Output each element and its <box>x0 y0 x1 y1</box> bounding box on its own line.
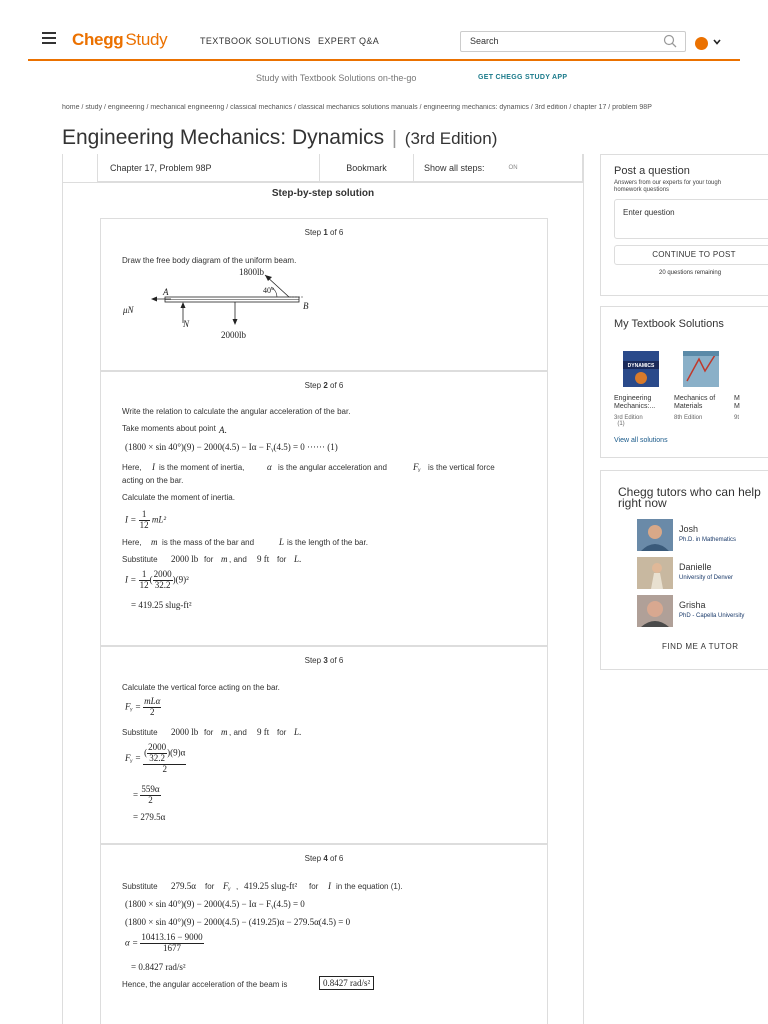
book-title: Engineering Mechanics:... <box>614 395 656 411</box>
point-a-label: A <box>163 287 169 297</box>
equation-mid: = $\frac{559\alpha}{2}$ <box>133 784 160 805</box>
step-text: Substitute <box>122 728 158 737</box>
equation: A. <box>219 425 227 435</box>
step-text: Write the relation to calculate the angular acceleration of the bar. <box>122 407 351 416</box>
step-text: is the mass of the bar and <box>162 538 255 547</box>
chegg-study-logo[interactable]: Chegg Study <box>72 30 168 49</box>
step-text: for <box>277 728 287 737</box>
step-card-4 <box>100 844 548 1024</box>
step-header: Step 2 of 6 <box>304 381 344 390</box>
post-question-sub: Answers from our experts for your tough <box>614 180 722 186</box>
step-text: for <box>309 882 319 891</box>
questions-remaining: 20 questions remaining <box>659 270 722 276</box>
avatar <box>637 595 673 627</box>
equation-substitute: I = $\frac{1}{12}$ ( $\frac{2000}{32.2}$ )(9)² <box>125 569 189 590</box>
symbol: m <box>221 554 228 564</box>
header-divider <box>28 59 740 61</box>
equation-alpha: α = $\frac{10413.16 - 9000}{1677}$ <box>125 932 203 953</box>
question-input[interactable] <box>615 200 768 238</box>
step-card-1 <box>100 218 548 371</box>
equation-result: = 279.5α <box>133 812 166 822</box>
book-edition: 3rd Edition (1) <box>614 415 643 427</box>
textbook-solutions-card <box>600 306 768 458</box>
tutor-degree: PhD - Capella University <box>679 613 745 619</box>
step-header: Step 3 of 6 <box>304 656 344 665</box>
value: 9 ft <box>257 554 270 564</box>
equation-substitute: Fᵧ = ( $\frac{2000}{32.2}$ )(9)α 2 <box>125 742 186 774</box>
get-app-link[interactable]: GET CHEGG STUDY APP <box>478 74 568 81</box>
value: 2000 lb <box>171 727 199 737</box>
tutor-item[interactable] <box>637 595 767 627</box>
step-header: Step 1 of 6 <box>304 228 344 237</box>
tutor-degree: University of Denver <box>679 575 734 581</box>
menu-icon[interactable] <box>42 32 56 44</box>
step-text: Calculate the vertical force acting on the bar. <box>122 683 280 692</box>
show-all-steps <box>414 154 582 181</box>
step-header: Step 4 of 6 <box>304 854 344 863</box>
show-steps-label: Show all steps: <box>424 162 485 173</box>
step-text: , and <box>229 555 247 564</box>
top-header <box>0 0 768 60</box>
symbol: I <box>152 462 155 472</box>
search-input[interactable] <box>470 36 660 46</box>
equation-line-2: (1800 × sin 40°)(9) − 2000(4.5) − (419.25)α − 279.5α(4.5) = 0 <box>125 917 351 927</box>
tutor-name: Danielle <box>679 562 712 572</box>
chevron-down-icon[interactable] <box>712 37 722 47</box>
value: 419.25 slug-ft² <box>244 881 298 891</box>
step-text: for <box>204 555 214 564</box>
value: 2000 lb <box>171 554 199 564</box>
find-me-a-tutor-link[interactable]: FIND ME A TUTOR <box>662 642 739 651</box>
symbol: Fᵧ <box>223 881 231 891</box>
step-text: is the length of the bar. <box>287 538 368 547</box>
continue-to-post-button[interactable]: CONTINUE TO POST <box>614 245 768 265</box>
show-steps-toggle[interactable]: ON <box>508 164 518 171</box>
breadcrumb[interactable]: home / study / engineering / mechanical engineering / classical mechanics / classical mechanics solutions manuals / engineering mechanics: dynamics / 3rd edition / chapter 17 / problem 98P <box>62 104 652 111</box>
step-text: Calculate the moment of inertia. <box>122 493 235 502</box>
step-text: for <box>204 728 214 737</box>
step-text: Here, <box>122 538 142 547</box>
angle-label: 40° <box>263 286 275 295</box>
tutor-name: Josh <box>679 524 699 534</box>
step-text: is the moment of inertia, <box>159 463 245 472</box>
nav-textbook-solutions[interactable]: TEXTBOOK SOLUTIONS <box>200 36 311 46</box>
force-label: 1800lb <box>239 267 265 277</box>
post-question-title: Post a question <box>614 165 690 177</box>
symbol: m <box>221 727 228 737</box>
friction-label: μN <box>123 305 134 315</box>
page-title: Engineering Mechanics: Dynamics | (3rd Edition) <box>62 126 498 149</box>
symbol: L. <box>294 554 302 564</box>
search-box <box>460 31 686 52</box>
step-text: is the angular acceleration and <box>278 463 387 472</box>
final-answer: 0.8427 rad/s² <box>319 976 374 990</box>
step-text: for <box>205 882 215 891</box>
step-text: Substitute <box>122 882 158 891</box>
equation-inertia: I = $\frac{1}{12}$ mL² <box>125 509 167 530</box>
user-avatar-icon[interactable] <box>695 37 708 50</box>
equation-line-1: (1800 × sin 40°)(9) − 2000(4.5) − Iα − Fᵧ(4.5) = 0 <box>125 899 305 909</box>
free-body-diagram <box>119 267 319 347</box>
svg-text:DYNAMICS: DYNAMICS <box>627 363 655 369</box>
symbol: α <box>267 462 272 472</box>
symbol: m <box>151 537 158 547</box>
book-title: M M <box>734 395 740 411</box>
equation-result: = 0.8427 rad/s² <box>131 962 186 972</box>
symbol: I <box>328 881 331 891</box>
step-text: , <box>236 882 239 891</box>
point-b-label: B <box>303 301 309 311</box>
weight-label: 2000lb <box>221 330 247 340</box>
promo-text: Study with Textbook Solutions on-the-go <box>256 73 417 83</box>
step-text: , and <box>229 728 247 737</box>
avatar <box>637 557 673 589</box>
book-edition: 8th Edition <box>674 415 703 421</box>
book-edition: 9t <box>734 415 740 421</box>
app-promo-bar <box>0 68 768 90</box>
step-card-2 <box>100 371 548 646</box>
view-all-solutions-link[interactable]: View all solutions <box>614 437 668 444</box>
symbol: Fᵧ <box>413 462 421 472</box>
value: 279.5α <box>171 881 196 891</box>
solution-heading: Step-by-step solution <box>271 188 375 199</box>
equation-moment: (1800 × sin 40°)(9) − 2000(4.5) − Iα − Fᵧ(4.5) = 0 ······ (1) <box>125 442 338 452</box>
normal-label: N <box>183 319 190 329</box>
book-cover-icon <box>623 351 659 387</box>
book-cover-icon <box>683 351 719 387</box>
symbol: L. <box>294 727 302 737</box>
step-text: for <box>277 555 287 564</box>
equation-result: = 419.25 slug-ft² <box>131 600 192 610</box>
step-text: acting on the bar. <box>122 476 184 485</box>
bookmark-button[interactable]: Bookmark <box>320 154 414 181</box>
step-text: in the equation (1). <box>336 882 403 891</box>
solution-toolbar <box>97 154 583 182</box>
search-icon[interactable] <box>663 34 677 48</box>
tutors-card <box>600 470 768 670</box>
step-text: is the vertical force <box>428 463 495 472</box>
step-text: Take moments about point <box>122 424 216 433</box>
tutor-item[interactable] <box>637 557 767 589</box>
symbol: L <box>279 537 285 547</box>
textbook-solutions-title: My Textbook Solutions <box>614 318 724 330</box>
toolbar-divider <box>63 182 583 183</box>
post-question-sub: homework questions <box>614 187 670 193</box>
book-title: Mechanics of Materials <box>674 395 716 411</box>
step-card-3 <box>100 646 548 844</box>
tutors-title: right now <box>618 496 667 510</box>
step-text: Draw the free body diagram of the uniform beam. <box>122 256 297 265</box>
solution-panel <box>62 154 584 1024</box>
nav-expert-qa[interactable]: EXPERT Q&A <box>318 36 380 46</box>
post-question-card <box>600 154 768 296</box>
step-text: Here, <box>122 463 142 472</box>
value: 9 ft <box>257 727 270 737</box>
avatar <box>637 519 673 551</box>
tutor-degree: Ph.D. in Mathematics <box>679 537 737 543</box>
question-input-box <box>614 199 768 239</box>
step-text: Substitute <box>122 555 158 564</box>
equation-fy: Fᵧ = $\frac{\text{mLα}}{2}$ <box>125 696 161 717</box>
problem-label[interactable]: Chapter 17, Problem 98P <box>98 154 320 181</box>
step-text: Hence, the angular acceleration of the beam is <box>122 980 288 989</box>
tutor-item[interactable] <box>637 519 767 551</box>
tutors-title: Chegg tutors who can help <box>618 485 761 499</box>
textbook-list <box>614 351 768 431</box>
tutor-name: Grisha <box>679 600 706 610</box>
